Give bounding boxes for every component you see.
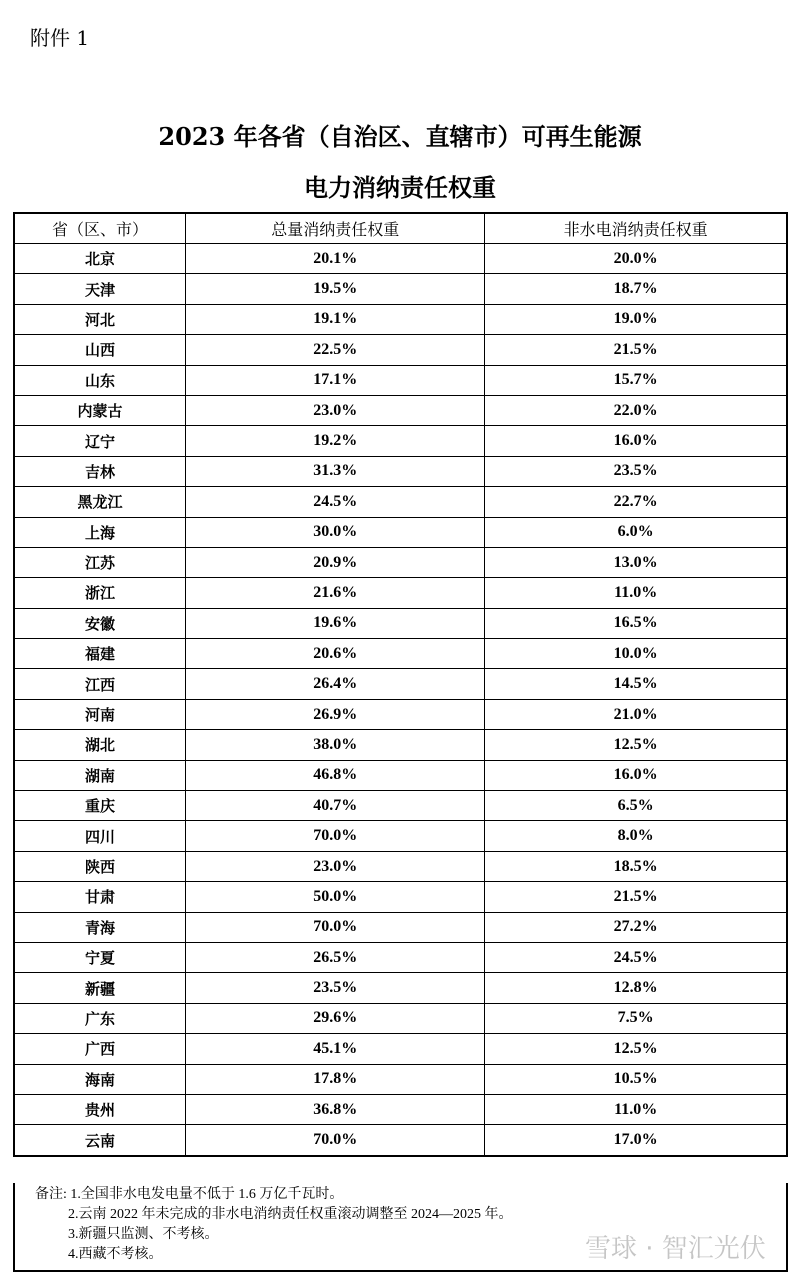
total-weight-cell: 26.5% [186, 942, 485, 972]
non-hydro-weight-cell: 21.0% [485, 699, 787, 729]
province-cell: 山东 [14, 365, 186, 395]
province-cell: 海南 [14, 1064, 186, 1094]
province-cell: 重庆 [14, 791, 186, 821]
province-cell: 浙江 [14, 578, 186, 608]
total-weight-cell: 40.7% [186, 791, 485, 821]
non-hydro-weight-cell: 21.5% [485, 335, 787, 365]
table-row [14, 1003, 787, 1033]
total-weight-cell: 38.0% [186, 730, 485, 760]
non-hydro-weight-cell: 12.5% [485, 730, 787, 760]
note-1: 备注: 1.全国非水电发电量不低于 1.6 万亿千瓦时。 [35, 1187, 344, 1202]
total-weight-cell: 70.0% [186, 821, 485, 851]
province-cell: 河北 [14, 304, 186, 334]
province-cell: 新疆 [14, 973, 186, 1003]
province-cell: 福建 [14, 639, 186, 669]
non-hydro-weight-cell: 12.8% [485, 973, 787, 1003]
total-weight-cell: 20.1% [186, 244, 485, 274]
total-weight-cell: 23.0% [186, 395, 485, 425]
table-row [14, 699, 787, 729]
table-row [14, 1094, 787, 1124]
table-row [14, 912, 787, 942]
non-hydro-weight-cell: 22.7% [485, 487, 787, 517]
province-cell: 江西 [14, 669, 186, 699]
non-hydro-weight-cell: 6.5% [485, 791, 787, 821]
non-hydro-weight-cell: 12.5% [485, 1034, 787, 1064]
total-weight-cell: 19.5% [186, 274, 485, 304]
table-row [14, 1034, 787, 1064]
total-weight-cell: 50.0% [186, 882, 485, 912]
non-hydro-weight-cell: 24.5% [485, 942, 787, 972]
province-cell: 吉林 [14, 456, 186, 486]
non-hydro-weight-cell: 10.5% [485, 1064, 787, 1094]
table-row [14, 426, 787, 456]
table-row [14, 244, 787, 274]
header-non-hydro-weight: 非水电消纳责任权重 [485, 213, 787, 244]
total-weight-cell: 29.6% [186, 1003, 485, 1033]
header-province: 省（区、市） [14, 213, 186, 244]
table-row [14, 547, 787, 577]
province-cell: 四川 [14, 821, 186, 851]
table-row [14, 730, 787, 760]
non-hydro-weight-cell: 16.0% [485, 760, 787, 790]
province-cell: 青海 [14, 912, 186, 942]
note-2: 2.云南 2022 年未完成的非水电消纳责任权重滚动调整至 2024—2025 年。 [68, 1207, 513, 1222]
total-weight-cell: 17.8% [186, 1064, 485, 1094]
table-row [14, 851, 787, 881]
province-cell: 天津 [14, 274, 186, 304]
table-row [14, 639, 787, 669]
table-row [14, 1125, 787, 1156]
non-hydro-weight-cell: 6.0% [485, 517, 787, 547]
total-weight-cell: 22.5% [186, 335, 485, 365]
table-header-row [14, 213, 787, 244]
province-cell: 黑龙江 [14, 487, 186, 517]
total-weight-cell: 31.3% [186, 456, 485, 486]
table-row [14, 335, 787, 365]
non-hydro-weight-cell: 27.2% [485, 912, 787, 942]
non-hydro-weight-cell: 11.0% [485, 578, 787, 608]
attachment-label: 附件 1 [30, 26, 90, 50]
total-weight-cell: 46.8% [186, 760, 485, 790]
non-hydro-weight-cell: 23.5% [485, 456, 787, 486]
table-row [14, 942, 787, 972]
province-cell: 江苏 [14, 547, 186, 577]
weights-table [13, 212, 788, 1157]
province-cell: 甘肃 [14, 882, 186, 912]
table-row [14, 821, 787, 851]
province-cell: 云南 [14, 1125, 186, 1156]
province-cell: 贵州 [14, 1094, 186, 1124]
non-hydro-weight-cell: 15.7% [485, 365, 787, 395]
table-row [14, 669, 787, 699]
province-cell: 湖北 [14, 730, 186, 760]
table-row [14, 1064, 787, 1094]
non-hydro-weight-cell: 10.0% [485, 639, 787, 669]
non-hydro-weight-cell: 19.0% [485, 304, 787, 334]
province-cell: 山西 [14, 335, 186, 365]
total-weight-cell: 36.8% [186, 1094, 485, 1124]
non-hydro-weight-cell: 18.7% [485, 274, 787, 304]
province-cell: 陕西 [14, 851, 186, 881]
table-row [14, 487, 787, 517]
province-cell: 上海 [14, 517, 186, 547]
province-cell: 湖南 [14, 760, 186, 790]
province-cell: 安徽 [14, 608, 186, 638]
total-weight-cell: 45.1% [186, 1034, 485, 1064]
table-row [14, 608, 787, 638]
table-row [14, 578, 787, 608]
province-cell: 辽宁 [14, 426, 186, 456]
total-weight-cell: 26.4% [186, 669, 485, 699]
non-hydro-weight-cell: 13.0% [485, 547, 787, 577]
total-weight-cell: 20.6% [186, 639, 485, 669]
total-weight-cell: 30.0% [186, 517, 485, 547]
non-hydro-weight-cell: 16.5% [485, 608, 787, 638]
non-hydro-weight-cell: 20.0% [485, 244, 787, 274]
total-weight-cell: 70.0% [186, 912, 485, 942]
note-4: 4.西藏不考核。 [68, 1247, 163, 1262]
table-row [14, 517, 787, 547]
table-row [14, 973, 787, 1003]
total-weight-cell: 20.9% [186, 547, 485, 577]
table-row [14, 760, 787, 790]
non-hydro-weight-cell: 22.0% [485, 395, 787, 425]
total-weight-cell: 17.1% [186, 365, 485, 395]
table-row [14, 304, 787, 334]
province-cell: 河南 [14, 699, 186, 729]
province-cell: 广东 [14, 1003, 186, 1033]
note-3: 3.新疆只监测、不考核。 [68, 1227, 219, 1242]
non-hydro-weight-cell: 17.0% [485, 1125, 787, 1156]
total-weight-cell: 23.5% [186, 973, 485, 1003]
table-row [14, 274, 787, 304]
total-weight-cell: 24.5% [186, 487, 485, 517]
watermark: 雪球 · 智汇光伏 [585, 1234, 766, 1264]
province-cell: 宁夏 [14, 942, 186, 972]
province-cell: 北京 [14, 244, 186, 274]
non-hydro-weight-cell: 21.5% [485, 882, 787, 912]
non-hydro-weight-cell: 8.0% [485, 821, 787, 851]
non-hydro-weight-cell: 11.0% [485, 1094, 787, 1124]
total-weight-cell: 26.9% [186, 699, 485, 729]
non-hydro-weight-cell: 16.0% [485, 426, 787, 456]
table-row [14, 456, 787, 486]
province-cell: 广西 [14, 1034, 186, 1064]
province-cell: 内蒙古 [14, 395, 186, 425]
total-weight-cell: 19.6% [186, 608, 485, 638]
non-hydro-weight-cell: 18.5% [485, 851, 787, 881]
table-row [14, 882, 787, 912]
total-weight-cell: 21.6% [186, 578, 485, 608]
table-row [14, 365, 787, 395]
document-title-line2: 电力消纳责任权重 [304, 173, 496, 202]
total-weight-cell: 23.0% [186, 851, 485, 881]
total-weight-cell: 70.0% [186, 1125, 485, 1156]
table-row [14, 791, 787, 821]
total-weight-cell: 19.1% [186, 304, 485, 334]
non-hydro-weight-cell: 14.5% [485, 669, 787, 699]
table-row [14, 395, 787, 425]
document-title-line1: 2023 年各省（自治区、直辖市）可再生能源 [158, 122, 642, 151]
total-weight-cell: 19.2% [186, 426, 485, 456]
non-hydro-weight-cell: 7.5% [485, 1003, 787, 1033]
header-total-weight: 总量消纳责任权重 [186, 213, 485, 244]
